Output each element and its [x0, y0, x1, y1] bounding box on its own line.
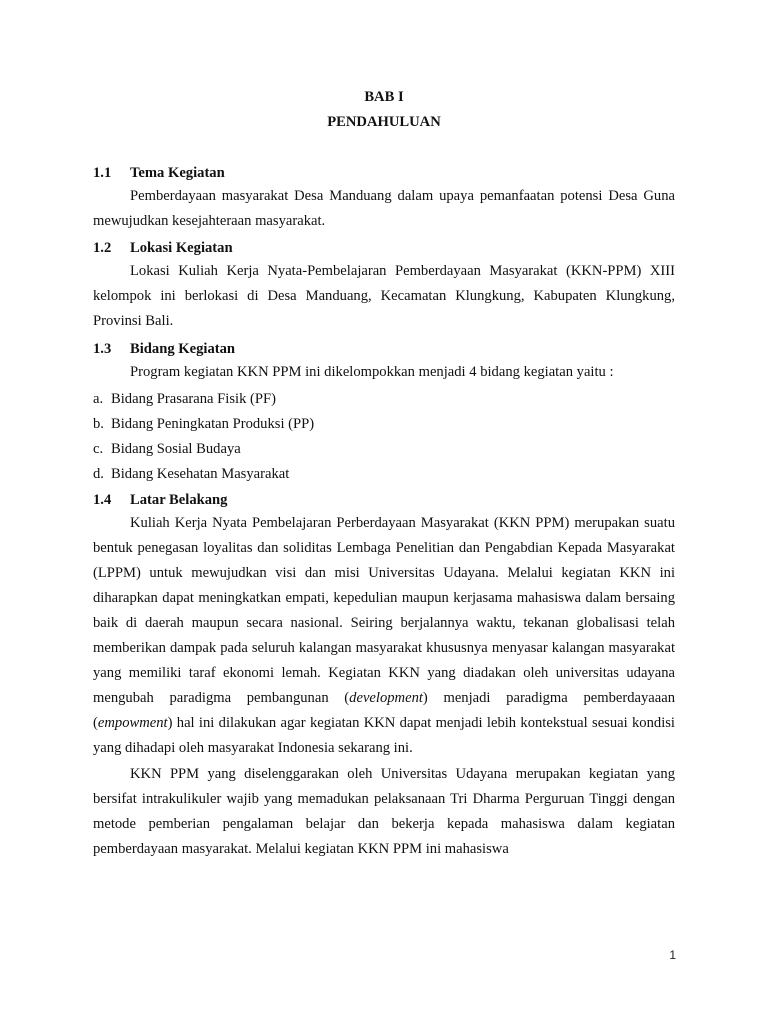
list-marker: d. — [93, 466, 104, 482]
section-number: 1.4 — [93, 492, 112, 508]
list-text: Bidang Kesehatan Masyarakat — [111, 466, 290, 482]
paragraph-text: ) hal ini dilakukan agar kegiatan KKN dapat menjadi lebih kontekstual sesuai kondisi yang dihadapi oleh masyarakat Indonesia sekarang ini. — [93, 715, 675, 756]
section-number: 1.2 — [93, 240, 112, 256]
list-marker: a. — [93, 391, 104, 407]
section-heading-1-1 — [93, 164, 225, 182]
list-item — [93, 440, 241, 458]
section-paragraph-1-2: Lokasi Kuliah Kerja Nyata-Pembelajaran Pemberdayaan Masyarakat (KKN-PPM) XIII kelompok ini berlokasi di Desa Manduang, Kecamatan Klungkung, Kabupaten Klungkung, Provinsi Bali. — [93, 263, 675, 329]
list-marker: c. — [93, 441, 104, 457]
list-text: Bidang Prasarana Fisik (PF) — [111, 391, 276, 407]
list-item — [93, 390, 276, 408]
list-item — [93, 465, 289, 483]
section-number: 1.1 — [93, 165, 112, 181]
section-heading-1-2 — [93, 239, 233, 257]
paragraph-text: Kuliah Kerja Nyata Pembelajaran Perberdayaan Masyarakat (KKN PPM) merupakan suatu bentuk penegasan loyalitas dan soliditas Lembaga Penelitian dan Pengabdian Kepada Masyarakat (LPPM) untuk mewujudkan visi dan misi Universitas Udayana. Melalui kegiatan KKN ini diharapkan dapat meningkatkan empati, kepedulian maupun kerjasama mahasiswa dalam bersaing baik di daerah maupun secara nasional. Seiring berjalannya waktu, tekanan globalisasi telah memberikan dampak pada seluruh kalangan masyarakat khususnya menyasar kalangan masyarakat yang memiliki taraf ekonomi lemah. Kegiatan KKN yang diadakan oleh universitas udayana mengubah paradigma pembangunan ( — [93, 515, 675, 706]
page-number: 1 — [669, 948, 676, 962]
chapter-label: BAB I — [364, 89, 404, 105]
section-number: 1.3 — [93, 341, 112, 357]
section-heading-1-4 — [93, 491, 227, 509]
section-title: Lokasi Kegiatan — [130, 240, 233, 256]
section-title: Tema Kegiatan — [130, 165, 225, 181]
list-item — [93, 415, 314, 433]
section-title: Bidang Kegiatan — [130, 341, 236, 357]
chapter-title: PENDAHULUAN — [327, 114, 441, 130]
section-paragraph-1-4-b: KKN PPM yang diselenggarakan oleh Universitas Udayana merupakan kegiatan yang bersifat intrakulikuler wajib yang memadukan pelaksanaan Tri Dharma Perguruan Tinggi dengan metode pemberian pengalaman belajar dan bekerja kepada mahasiswa dalam kegiatan pemberdayaan masyarakat. Melalui kegiatan KKN PPM ini mahasiswa — [93, 766, 675, 857]
section-paragraph-1-4-a — [93, 511, 675, 761]
section-paragraph-1-3: Program kegiatan KKN PPM ini dikelompokkan menjadi 4 bidang kegiatan yaitu : — [130, 364, 614, 380]
section-heading-1-3 — [93, 340, 235, 358]
list-text: Bidang Peningkatan Produksi (PP) — [111, 416, 315, 432]
list-marker: b. — [93, 416, 104, 432]
list-text: Bidang Sosial Budaya — [111, 441, 241, 457]
section-paragraph-1-1: Pemberdayaan masyarakat Desa Manduang dalam upaya pemanfaatan potensi Desa Guna mewujudkan kesejahteraan masyarakat. — [93, 188, 675, 229]
paragraph-text: ) menjadi paradigma pemberdayaaan ( — [93, 690, 676, 731]
italic-term: empowment — [97, 715, 168, 731]
italic-term: development — [349, 690, 423, 706]
section-title: Latar Belakang — [130, 492, 228, 508]
